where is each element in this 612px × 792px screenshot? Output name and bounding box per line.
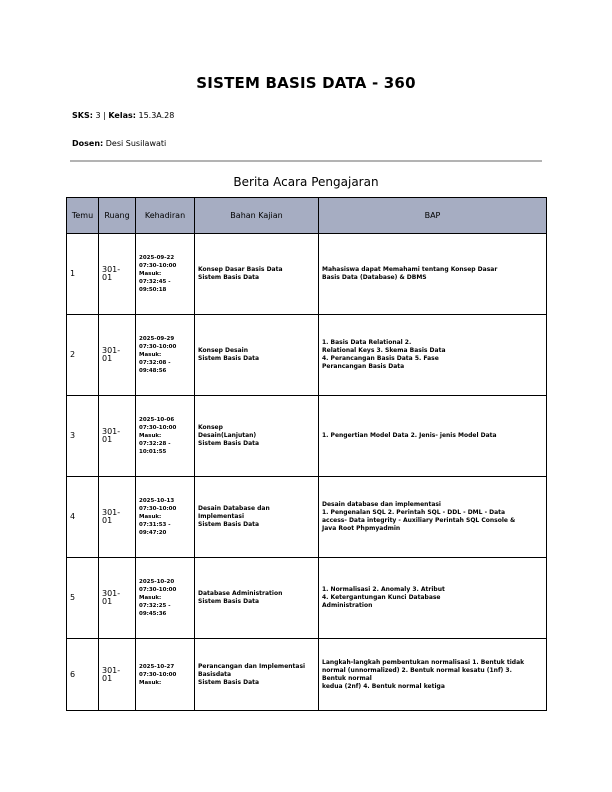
cell-kehadiran: 2025-10-13 07:30-10:00 Masuk: 07:31:53 - 09:47:20 [136,477,195,558]
cell-temu: 2 [67,315,99,396]
cell-temu: 1 [67,234,99,315]
cell-bap: Desain database dan implementasi 1. Pengenalan SQL 2. Perintah SQL - DDL - DML - Data access- Data integrity - Auxiliary Perintah SQL Console & Java Root Phpmyadmin [319,477,547,558]
kelas-label: Kelas: [108,111,136,120]
cell-bap: 1. Basis Data Relational 2. Relational Keys 3. Skema Basis Data 4. Perancangan Basis Data 5. Fase Perancangan Basis Data [319,315,547,396]
cell-ruang: 301- 01 [99,396,136,477]
cell-bap: 1. Pengertian Model Data 2. Jenis- jenis Model Data [319,396,547,477]
cell-kehadiran: 2025-09-29 07:30-10:00 Masuk: 07:32:08 - 09:48:56 [136,315,195,396]
cell-kehadiran: 2025-10-06 07:30-10:00 Masuk: 07:32:28 - 10:01:55 [136,396,195,477]
cell-bahan-kajian: Konsep Dasar Basis Data Sistem Basis Data [195,234,319,315]
header-bap: BAP [319,198,547,234]
bap-table [66,197,547,711]
cell-temu: 6 [67,639,99,711]
cell-ruang: 301- 01 [99,639,136,711]
cell-ruang: 301- 01 [99,477,136,558]
cell-ruang: 301- 01 [99,315,136,396]
table-header-row [67,198,547,234]
lecturer-info [72,139,166,148]
table-row [67,396,547,477]
header-ruang: Ruang [99,198,136,234]
cell-bap: Mahasiswa dapat Memahami tentang Konsep Dasar Basis Data (Database) & DBMS [319,234,547,315]
table-row [67,558,547,639]
cell-bahan-kajian: Database Administration Sistem Basis Data [195,558,319,639]
sks-label: SKS: [72,111,93,120]
table-row [67,234,547,315]
course-info [72,111,174,120]
cell-bahan-kajian: Konsep Desain Sistem Basis Data [195,315,319,396]
cell-bahan-kajian: Perancangan dan Implementasi Basisdata Sistem Basis Data [195,639,319,711]
cell-ruang: 301- 01 [99,234,136,315]
cell-ruang: 301- 01 [99,558,136,639]
cell-bap: 1. Normalisasi 2. Anomaly 3. Atribut 4. Ketergantungan Kunci Database Administration [319,558,547,639]
cell-bahan-kajian: Desain Database dan Implementasi Sistem Basis Data [195,477,319,558]
cell-temu: 4 [67,477,99,558]
cell-kehadiran: 2025-10-27 07:30-10:00 Masuk: [136,639,195,711]
table-row [67,315,547,396]
cell-temu: 5 [67,558,99,639]
dosen-label: Dosen: [72,139,104,148]
header-temu: Temu [67,198,99,234]
sks-value: 3 | [92,111,109,120]
divider-line [70,160,542,162]
cell-bahan-kajian: Konsep Desain(Lanjutan) Sistem Basis Data [195,396,319,477]
table-row [67,639,547,711]
cell-temu: 3 [67,396,99,477]
cell-kehadiran: 2025-09-22 07:30-10:00 Masuk: 07:32:45 - 09:50:18 [136,234,195,315]
cell-kehadiran: 2025-10-20 07:30-10:00 Masuk: 07:32:25 - 09:45:36 [136,558,195,639]
document-title: SISTEM BASIS DATA - 360 [196,74,416,92]
table-row [67,477,547,558]
cell-bap: Langkah-langkah pembentukan normalisasi 1. Bentuk tidak normal (unnormalized) 2. Bentuk normal kesatu (1nf) 3. Bentuk normal kedua (2nf) 4. Bentuk normal ketiga [319,639,547,711]
section-title: Berita Acara Pengajaran [233,175,379,189]
header-kehadiran: Kehadiran [136,198,195,234]
header-bahan-kajian: Bahan Kajian [195,198,319,234]
kelas-value: 15.3A.28 [135,111,175,120]
dosen-value: Desi Susilawati [103,139,167,148]
